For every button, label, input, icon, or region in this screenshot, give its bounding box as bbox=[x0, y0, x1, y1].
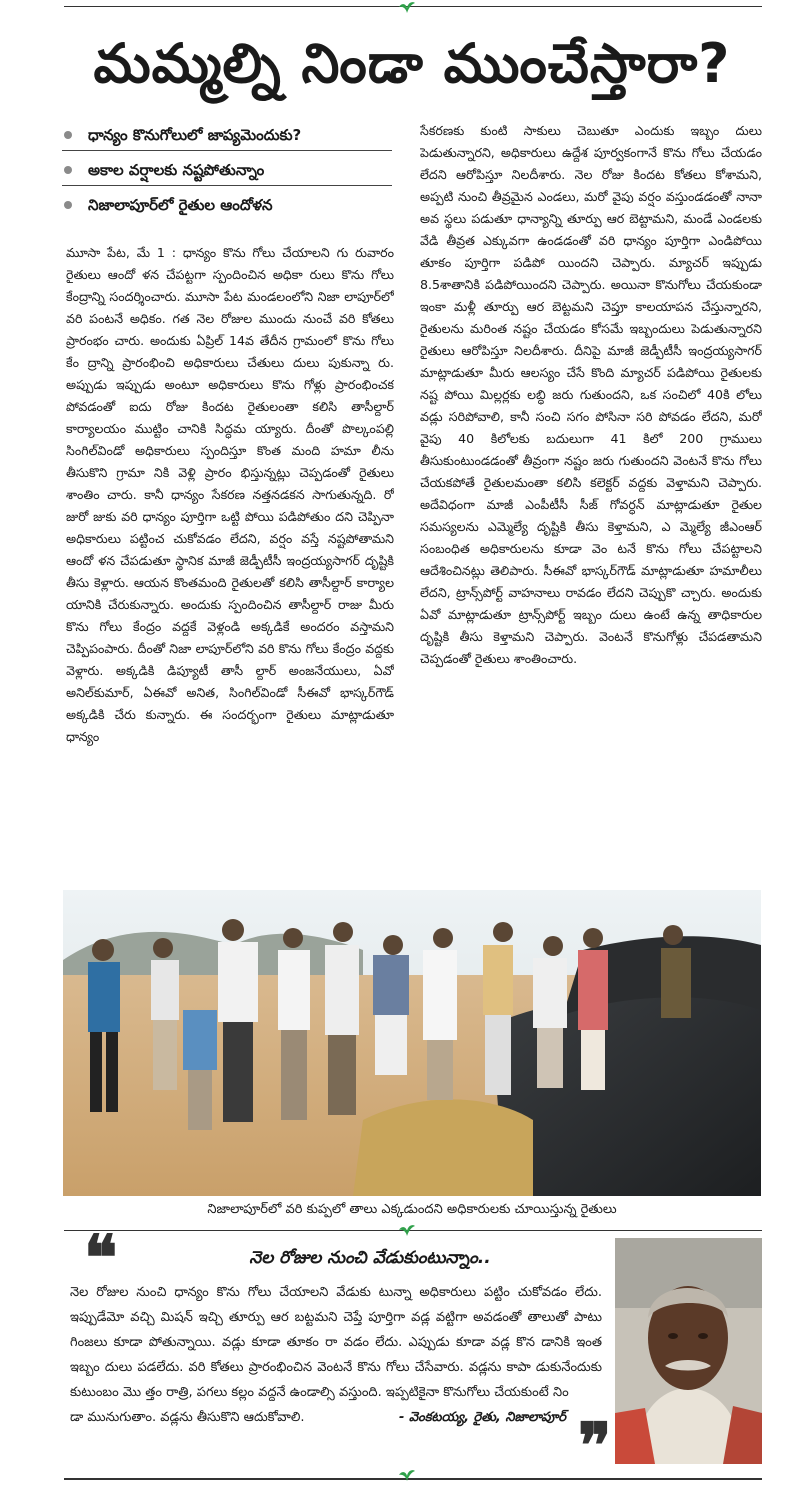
quote-box-text-end: డా మునుగుతాం. వడ్లను తీసుకొని ఆదుకోవాలి. bbox=[70, 1410, 305, 1425]
bullet-item bbox=[62, 190, 392, 220]
bullet-dot-icon bbox=[64, 166, 72, 174]
farmers-inspecting-grain-photo bbox=[63, 890, 761, 1196]
bullet-item bbox=[62, 155, 392, 186]
quote-box-last-line bbox=[70, 1405, 602, 1430]
bullet-text: అకాల వర్షాలకు నష్టపోతున్నాం bbox=[88, 161, 265, 179]
farmer-portrait bbox=[615, 1238, 762, 1464]
quote-close-icon: ❞ bbox=[578, 1409, 612, 1482]
farmer-portrait-photo bbox=[615, 1238, 762, 1464]
bullet-dot-icon bbox=[64, 201, 72, 209]
bullet-text: నిజాలాపూర్‌లో రైతుల ఆందోళన bbox=[88, 196, 273, 214]
article-left-column: మూసా పేట, మే 1 : ధాన్యం కొను గోలు చేయాలని గు రువారం రైతులు ఆందో ళన చేపట్టగా స్పందించిన అధికా రులు కొను గోలు కేంద్రాన్ని సందర్శించారు. మూసా పేట మండలంలోని నిజా లాపూర్‌లో వరి పంటనే అధికం. గత నెల రోజుల ముందు నుంచే వరి కోతలు ప్రారంభం చారు. అందుకు ఏప్రిల్ 14వ తేదీన గ్రామంలో కొను గోలు కేం ద్రాన్ని ప్రారంభించి అధికారులు చేతులు దులు పుకున్నా రు. అప్పుడు ఇప్పుడు అంటూ అధికారులు కొను గోళ్లు ప్రారంభించక పోవడంతో ఐదు రోజు కిందట రైతులంతా కలిసి తాసీల్దార్ కార్యాలయం ముట్టిం చానికి సిద్ధమ య్యారు. దీంతో పొల్కంపల్లి సింగిల్‌విండో అధికారులు స్పందిస్తూ కొంత మంది హమా లీను తీసుకొని గ్రామా నికి వెళ్లి ప్రారం భిస్తున్నట్లు చెప్పడంతో రైతులు శాంతిం చారు. కానీ ధాన్యం సేకరణ నత్తనడకన సాగుతున్నది. రో జురో జుకు వరి ధాన్యం పూర్తిగా ఒట్టి పోయి పడిపోతుం దని చెప్పినా అధికారులు పట్టించ చుకోవడం లేదని, వర్షం వస్తే నష్టపోతామని ఆందో ళన చేపడుతూ స్థానిక మాజీ జెడ్పీటీసీ ఇంద్రయ్యసాగర్ దృష్టికి తీసు కెళ్లారు. ఆయన కొంతమంది రైతులతో కలిసి తాసీల్దార్ కార్యాల యానికి చేరుకున్నారు. అందుకు స్పందించిన తాసీల్దార్ రాజు మీరు కొను గోలు కేంద్రం వద్దకే వెళ్లండి అక్కడికే అందరం వస్తామని చెప్పిపంపారు. దీంతో నిజా లాపూర్‌లోని వరి కొను గోలు కేంద్రం వద్దకు వెళ్లారు. అక్కడికి డిప్యూటీ తాసీ ల్దార్ అంజనేయులు, ఏవో అనిల్‌కుమార్, ఏఈవో అనిత, సింగిల్‌విండో సీఈవో భాస్కర్‌గౌడ్ అక్కడికి చేరు కున్నారు. ఈ సందర్భంగా రైతులు మాట్లాడుతూ ధాన్యం bbox=[66, 245, 394, 744]
main-photo bbox=[63, 890, 761, 1196]
highlight-bullets bbox=[62, 120, 392, 224]
quote-box-text: నెల రోజుల నుంచి ధాన్యం కొను గోలు చేయాలని వేడుకు టున్నా అధికారులు పట్టిం చుకోవడం లేదు. ఇప్పుడేమో వచ్చి మిషన్ ఇచ్చి తూర్పు ఆర బట్టమని చెప్తే పూర్తిగా వడ్ల వట్టిగా అవడంతో తాలుతో పాటు గింజలు కూడా పోతున్నాయి. వడ్లు కూడా తూకం రా వడం లేదు. ఎప్పుడు కూడా వడ్ల కొన డానికి ఇంత ఇబ్బం దులు పడలేదు. వరి కోతలు ప్రారంభించిన వెంటనే కొను గోలు చేసేవారు. వడ్లను కాపా డుకునేందుకు కుటుంబం మొ త్తం రాత్రి, పగలు కల్లం వద్దనే ఉండాల్సి వస్తుంది. ఇప్పటికైనా కొనుగోలు చేయకుంటే నిం bbox=[70, 1285, 602, 1400]
sprout-ornament-icon bbox=[398, 1468, 416, 1482]
article-right-column: సేకరణకు కుంటి సాకులు చెబుతూ ఎందుకు ఇబ్బం దులు పెడుతున్నారని, అధికారులు ఉద్దేశ పూర్వకంగానే కొను గోలు చేయడం లేదని ఆరోపిస్తూ నిలదీశారు. నెల రోజు కిందట కోతలు కోశామని, అప్పటి నుంచి తీవ్రమైన ఎండలు, మరో వైపు వర్షం వస్తుండడంతో నానా అవ స్థలు పడుతూ ధాన్యాన్ని తూర్పు ఆర బెట్టామని, మండే ఎండలకు వేడి తీవ్రత ఎక్కువగా ఉండడంతో వరి ధాన్యం పూర్తిగా ఎండిపోయి తూకం పూర్తిగా పడిపో యిందని చెప్పారు. మ్యాచర్ ఇప్పుడు 8.5శాతానికి పడిపోయిందని చెప్పారు. అయినా కొనుగోలు చేయకుండా ఇంకా మళ్లీ తూర్పు ఆర బెట్టమని చెప్తూ కాలయాపన చేస్తున్నారని, రైతులను మరింత నష్టం చేయడం కోసమే ఇబ్బందులు పెడుతున్నారని రైతులు ఆరోపిస్తూ నిలదీశారు. దీనిపై మాజీ జెడ్పీటీసీ ఇంద్రయ్యసాగర్ మాట్లాడుతూ మీరు ఆలస్యం చేసే కొంది మ్యాచర్ పడిపోయి రైతులకు నష్ట పోయి మిల్లర్లకు లబ్ధి జరు గుతుందని, ఒక సంచిలో 40కి లోలు వడ్లు సరిపోవాలి, కానీ సంచి సగం పోసినా సరి పోవడం లేదని, మరో వైపు 40 కిలోలకు బదులుగా 41 కిలో 200 గ్రాములు తీసుకుంటుండడంతో తీవ్రంగా నష్టం జరు గుతుందని వెంటనే కొను గోలు చేయకపోతే రైతులమంతా కలిసి కలెక్టర్ వద్దకు వెళ్తామని చెప్పారు. అదేవిధంగా మాజీ ఎంపీటీసీ సీజ్ గోవర్ధన్ మాట్లాడుతూ రైతుల సమస్యలను ఎమ్మెల్యే దృష్టికి తీసు కెళ్తామని, ఎ మ్మెల్యే జీఎంఆర్ సంబంధిత అధికారులను కూడా వెం టనే కొను గోలు చేపట్టాలని ఆదేశించినట్లు తెలిపారు. సీఈవో భాస్కర్‌గౌడ్ మాట్లాడుతూ హమాలీలు లేదని, ట్రాన్స్‌పోర్ట్ వాహనాలు రావడం లేదని చెప్పుకొ చ్చారు. అందుకు ఏవో మాట్లాడుతూ ట్రాన్స్‌పోర్ట్ ఇబ్బం దులు ఉంటే ఉన్న తాధికారుల దృష్టికి తీసు కెళ్తామని చెప్పారు. వెంటనే కొనుగోళ్లు చేపడతామని చెప్పడంతో రైతులు శాంతించారు. bbox=[420, 123, 762, 666]
sprout-ornament-icon bbox=[398, 0, 416, 14]
quote-open-icon: ❝ bbox=[84, 1221, 118, 1294]
headline: మమ్మల్ని నిండా ముంచేస్తారా? bbox=[93, 32, 731, 95]
quote-box-title: నెల రోజుల నుంచి వేడుకుంటున్నాం.. bbox=[249, 1248, 491, 1268]
bullet-dot-icon bbox=[64, 131, 72, 139]
quote-box-body bbox=[70, 1280, 602, 1430]
quote-signature: - వెంకటయ్య, రైతు, నిజాలాపూర్ bbox=[398, 1410, 566, 1425]
bullet-item bbox=[62, 120, 392, 151]
sprout-ornament-icon bbox=[398, 1223, 416, 1237]
bullet-text: ధాన్యం కొనుగోలులో జాప్యమెందుకు? bbox=[88, 126, 302, 144]
photo-caption: నిజాలాపూర్‌లో వరి కుప్పలో తాలు ఎక్కడుందని అధికారులకు చూయిస్తున్న రైతులు bbox=[207, 1202, 617, 1217]
